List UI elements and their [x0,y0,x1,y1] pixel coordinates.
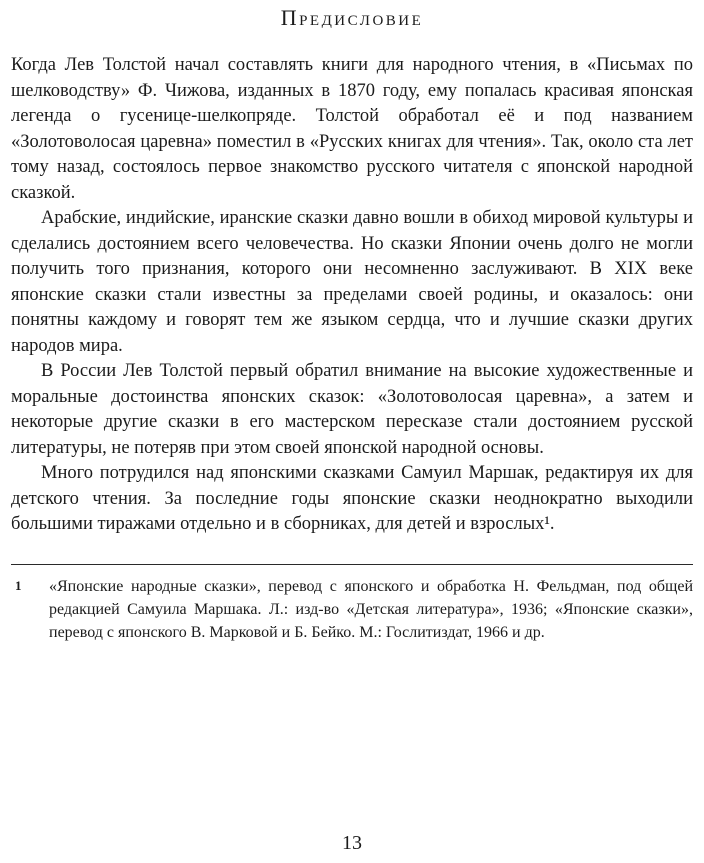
footnote [11,575,693,644]
page-title: Предисловие [280,5,424,30]
footnote-text: «Японские народные сказки», перевод с японского и обработка Н. Фельдман, под общей редакцией Самуила Маршака. Л.: изд-во «Детская литература», 1936; «Японские сказки», перевод с японского В. Марковой и Б. Бейко. М.: Гослитиздат, 1966 и др. [49,577,693,641]
paragraph-2: Арабские, индийские, иранские сказки давно вошли в обиход мировой культуры и сделались достоянием всего человечества. Но сказки Японии очень долго не могли получить того признания, которого они несомненно заслуживают. В XIX веке японские сказки стали известны за пределами своей родины, и оказалось: они понятны каждому и говорят тем же языком сердца, что и лучшие сказки других народов мира. [11,208,693,356]
paragraph-1: Когда Лев Толстой начал составлять книги для народного чтения, в «Письмах по шелководству» Ф. Чижова, изданных в 1870 году, ему попалась красивая японская легенда о гусенице-шелкопряде. Толстой обработал её и под названием «Золотоволосая царевна» поместил в «Русских книгах для чтения». Так, около ста лет тому назад, состоялось первое знакомство русского читателя с японской народной сказкой. [11,55,693,203]
paragraph-3: В России Лев Толстой первый обратил внимание на высокие художественные и моральные достоинства японских сказок: «Золотоволосая царевна», а затем и некоторые другие сказки в его мастерском пересказе стали достоянием русской литературы, не потеряв при этом своей японской народной основы. [11,361,693,458]
footnote-marker: 1 [15,577,22,593]
page-number: 13 [342,832,362,854]
footnote-area [11,564,693,644]
paragraph-4: Много потрудился над японскими сказками Самуил Маршак, редактируя их для детского чтения. За последние годы японские сказки неоднократно выходили большими тиражами отдельно и в сборниках, для детей и взрослых¹. [11,463,693,534]
footnote-divider [11,564,693,565]
body-text [11,53,693,538]
